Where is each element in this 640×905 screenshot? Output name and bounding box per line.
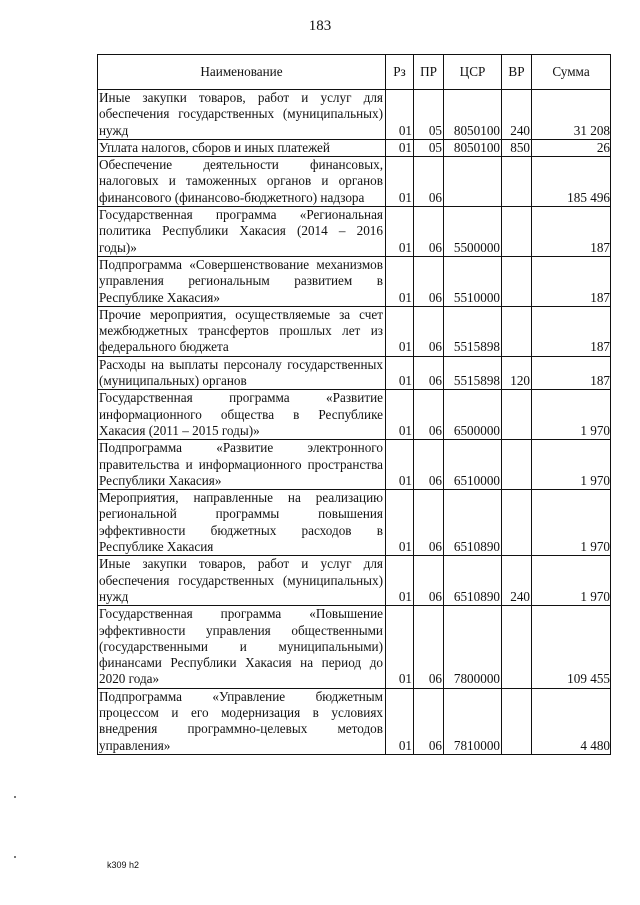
row-csr: 5515898 [444, 356, 502, 390]
row-vr [502, 207, 532, 257]
row-csr: 5515898 [444, 306, 502, 356]
header-sum: Сумма [532, 55, 611, 90]
row-rz: 01 [386, 356, 414, 390]
table-row [98, 390, 611, 440]
row-name: Подпрограмма «Совершенствование механизмов управления региональным развитием в Республике Хакасия» [98, 256, 386, 306]
table-row [98, 490, 611, 556]
row-rz: 01 [386, 90, 414, 140]
row-rz: 01 [386, 606, 414, 688]
row-pr: 06 [414, 606, 444, 688]
row-csr: 6500000 [444, 390, 502, 440]
row-csr: 8050100 [444, 139, 502, 156]
row-vr [502, 256, 532, 306]
row-pr: 06 [414, 256, 444, 306]
row-sum: 185 496 [532, 157, 611, 207]
table-row [98, 606, 611, 688]
row-pr: 06 [414, 490, 444, 556]
row-name: Государственная программа «Повышение эффективности управления общественными (государственными и муниципальными) финансами Республики Хакасия на период до 2020 года» [98, 606, 386, 688]
row-csr: 6510890 [444, 556, 502, 606]
row-sum: 187 [532, 256, 611, 306]
table-row [98, 139, 611, 156]
row-pr: 06 [414, 306, 444, 356]
row-vr [502, 157, 532, 207]
row-vr: 240 [502, 90, 532, 140]
row-csr: 5500000 [444, 207, 502, 257]
budget-table [97, 54, 611, 755]
table-row [98, 306, 611, 356]
table-row [98, 688, 611, 754]
table-header-row [98, 55, 611, 90]
row-sum: 4 480 [532, 688, 611, 754]
row-csr: 6510890 [444, 490, 502, 556]
row-vr [502, 688, 532, 754]
row-sum: 1 970 [532, 390, 611, 440]
row-rz: 01 [386, 256, 414, 306]
row-csr [444, 157, 502, 207]
row-pr: 06 [414, 556, 444, 606]
row-sum: 1 970 [532, 556, 611, 606]
row-vr [502, 306, 532, 356]
row-pr: 06 [414, 356, 444, 390]
row-pr: 06 [414, 688, 444, 754]
row-sum: 1 970 [532, 440, 611, 490]
scan-speck [14, 796, 16, 798]
row-pr: 06 [414, 157, 444, 207]
header-csr: ЦСР [444, 55, 502, 90]
row-rz: 01 [386, 440, 414, 490]
row-csr: 7810000 [444, 688, 502, 754]
row-pr: 06 [414, 440, 444, 490]
row-vr: 850 [502, 139, 532, 156]
row-csr: 6510000 [444, 440, 502, 490]
header-vr: ВР [502, 55, 532, 90]
page-number: 183 [308, 18, 332, 34]
row-vr [502, 606, 532, 688]
footer-code: k309 h2 [107, 860, 140, 870]
row-name: Государственная программа «Развитие информационного общества в Республике Хакасия (2011 – 2015 годы)» [98, 390, 386, 440]
table-row [98, 440, 611, 490]
row-name: Иные закупки товаров, работ и услуг для обеспечения государственных (муниципальных) нужд [98, 556, 386, 606]
row-rz: 01 [386, 490, 414, 556]
row-sum: 187 [532, 306, 611, 356]
table-row [98, 356, 611, 390]
row-sum: 31 208 [532, 90, 611, 140]
row-pr: 05 [414, 139, 444, 156]
row-name: Обеспечение деятельности финансовых, налоговых и таможенных органов и органов финансового (финансово-бюджетного) надзора [98, 157, 386, 207]
row-rz: 01 [386, 390, 414, 440]
row-sum: 187 [532, 356, 611, 390]
row-rz: 01 [386, 139, 414, 156]
row-csr: 8050100 [444, 90, 502, 140]
row-name: Прочие мероприятия, осуществляемые за счет межбюджетных трансфертов прошлых лет из федерального бюджета [98, 306, 386, 356]
row-rz: 01 [386, 157, 414, 207]
row-pr: 06 [414, 390, 444, 440]
table-row [98, 157, 611, 207]
row-pr: 06 [414, 207, 444, 257]
row-sum: 109 455 [532, 606, 611, 688]
row-name: Подпрограмма «Управление бюджетным процессом и его модернизация в условиях внедрения программно-целевых методов управления» [98, 688, 386, 754]
row-name: Государственная программа «Региональная политика Республики Хакасия (2014 – 2016 годы)» [98, 207, 386, 257]
table-row [98, 90, 611, 140]
table-row [98, 556, 611, 606]
row-csr: 5510000 [444, 256, 502, 306]
row-sum: 26 [532, 139, 611, 156]
row-rz: 01 [386, 207, 414, 257]
row-vr: 120 [502, 356, 532, 390]
row-name: Иные закупки товаров, работ и услуг для обеспечения государственных (муниципальных) нужд [98, 90, 386, 140]
row-sum: 187 [532, 207, 611, 257]
row-pr: 05 [414, 90, 444, 140]
row-vr [502, 490, 532, 556]
header-rz: Рз [386, 55, 414, 90]
row-rz: 01 [386, 306, 414, 356]
row-vr [502, 440, 532, 490]
row-name: Подпрограмма «Развитие электронного правительства и информационного пространства Республики Хакасия» [98, 440, 386, 490]
row-sum: 1 970 [532, 490, 611, 556]
row-csr: 7800000 [444, 606, 502, 688]
scan-speck [14, 856, 16, 858]
row-rz: 01 [386, 556, 414, 606]
row-rz: 01 [386, 688, 414, 754]
header-pr: ПР [414, 55, 444, 90]
row-vr [502, 390, 532, 440]
row-name: Расходы на выплаты персоналу государственных (муниципальных) органов [98, 356, 386, 390]
row-name: Мероприятия, направленные на реализацию региональной программы повышения эффективности бюджетных расходов в Республике Хакасия [98, 490, 386, 556]
row-name: Уплата налогов, сборов и иных платежей [98, 139, 386, 156]
table-row [98, 207, 611, 257]
row-vr: 240 [502, 556, 532, 606]
table-row [98, 256, 611, 306]
header-name: Наименование [98, 55, 386, 90]
